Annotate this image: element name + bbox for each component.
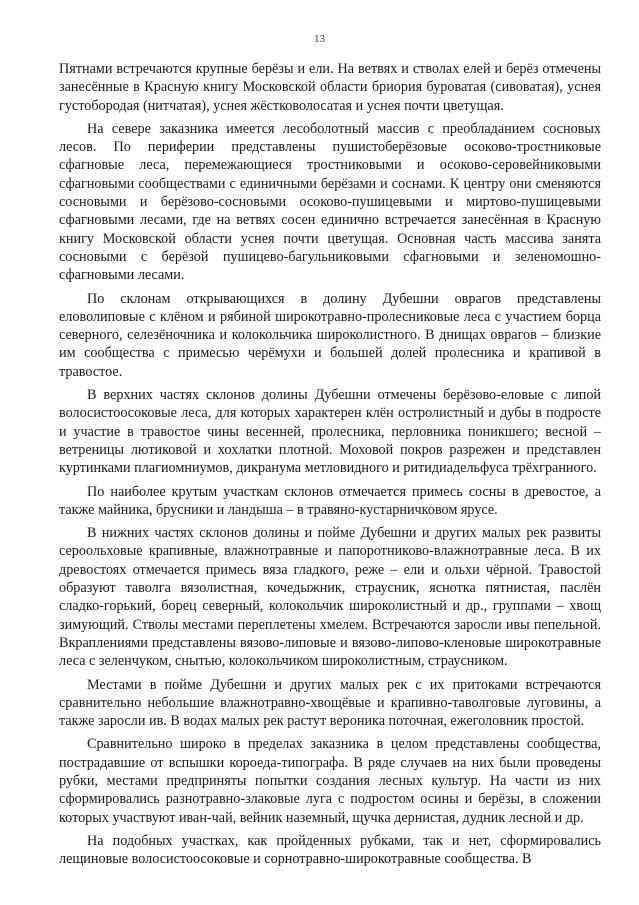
paragraph-5: По наиболее крутым участкам склонов отмечается примесь сосны в древостое, а также майника, брусники и ландыша – в травяно-кустарничковом ярусе.	[59, 483, 601, 518]
paragraph-7: Местами в пойме Дубешни и других малых рек с их притоками встречаются сравнительно небольшие влажнотравно-хвощёвые и крапивно-таволговые луговины, а также заросли ив. В водах малых рек растут вероника поточная, ежеголовник простой.	[59, 676, 601, 730]
body-text	[59, 60, 601, 873]
page-number: 13	[314, 33, 325, 45]
paragraph-6: В нижних частях склонов долины и пойме Дубешни и других малых рек развиты сероольховые крапивные, влажнотравные и папоротниково-влажнотравные леса. В их древостоях отмечается примесь вяза гладкого, реже – ели и ольхи чёрной. Травостой образуют таволга вязолистная, кочедыжник, страусник, яснотка пятнистая, паслён сладко-горький, борец северный, колокольчик широколистный и др., группами – хвощ зимующий. Стволы местами переплетены хмелем. Встречаются заросли ивы пепельной. Вкраплениями представлены вязово-липовые и вязово-липово-кленовые широкотравные леса с зеленчуком, снытью, колокольчиком широколистным, страусником.	[59, 525, 601, 670]
paragraph-8: Сравнительно широко в пределах заказника в целом представлены сообщества, пострадавшие от вспышки короеда-типографа. В ряде случаев на них были проведены рубки, местами предприняты попытки создания лесных культур. На части из них сформировались разнотравно-злаковые луга с подростом осины и берёзы, в сложении которых участвуют иван-чай, вейник наземный, щучка дернистая, дудник лесной и др.	[59, 736, 601, 826]
paragraph-9: На подобных участках, как пройденных рубками, так и нет, сформировались лещиновые волосистоосоковые и сорнотравно-широкотравные сообщества. В	[59, 832, 601, 868]
paragraph-2: На севере заказника имеется лесоболотный массив с преобладанием сосновых лесов. По периферии представлены пушистоберёзовые осоково-тростниковые сфагновые леса, перемежающиеся тростниковыми и осоково-серовейниковыми сфагновыми сообществами с единичными берёзами и соснами. К центру они сменяются сосновыми и берёзово-сосновыми осоково-пушицевыми и миртово-пушицевыми сфагновыми лесами, где на ветвях сосен единично встречается занесённая в Красную книгу Московской области уснея почти цветущая. Основная часть массива занята сосновыми с берёзой пушицево-багульниковыми сфагновыми и зеленомошно-сфагновыми лесами.	[59, 120, 601, 284]
paragraph-3: По склонам открывающихся в долину Дубешни оврагов представлены еловолиповые с клёном и рябиной широкотравно-пролесниковые леса с участием борца северного, селезёночника и колокольчика широколистного. В днищах оврагов – близкие им сообщества с примесью черёмухи и большей долей пролесника и крапивой в травостое.	[59, 290, 601, 380]
paragraph-1: Пятнами встречаются крупные берёзы и ели. На ветвях и стволах елей и берёз отмечены занесённые в Красную книгу Московской области бриория буроватая (сивоватая), уснея густобородая (нитчатая), уснея жёстковолосатая и уснея почти цветущая.	[59, 61, 601, 114]
paragraph-4: В верхних частях склонов долины Дубешни отмечены берёзово-еловые с липой волосистоосоковые леса, для которых характерен клён остролистный и дубы в подросте и участие в травостое чины весенней, пролесника, перловника поникшего; весной – ветреницы лютиковой и хохлатки плотной. Моховой покров разрежен и представлен куртинками плагиомниумов, дикранума метловидного и ритидиадельфуса трёхгранного.	[59, 387, 601, 477]
